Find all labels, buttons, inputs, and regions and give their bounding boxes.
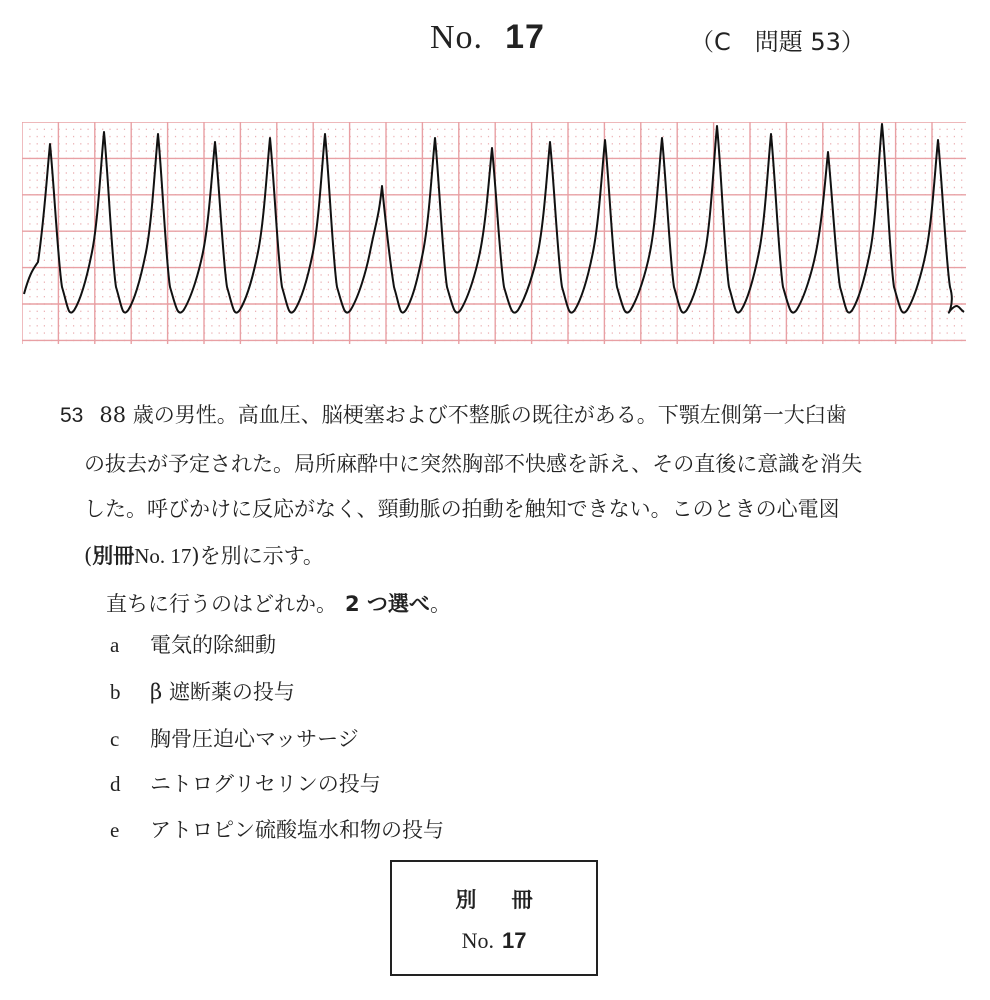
option-b[interactable]: b β 遮断薬の投与 (110, 680, 295, 704)
appendix-box (390, 860, 598, 976)
ecg-strip (22, 122, 966, 344)
question-line-2: の抜去が予定された。局所麻酔中に突然胸部不快感を訴え、その直後に意識を消失 (84, 452, 863, 476)
appendix-number: No. 17 (461, 928, 527, 953)
question-line-1: 53 88 歳の男性。高血圧、脳梗塞および不整脈の既往がある。下顎左側第一大臼歯 (60, 403, 847, 427)
option-e[interactable]: e アトロピン硫酸塩水和物の投与 (110, 818, 444, 842)
question-number: 53 (60, 404, 84, 427)
option-d[interactable]: d ニトログリセリンの投与 (110, 772, 381, 796)
question-line-3: した。呼びかけに反応がなく、頸動脈の拍動を触知できない。このときの心電図 (84, 497, 840, 521)
option-a[interactable]: a 電気的除細動 (110, 633, 276, 657)
question-line-4: (別冊No. 17)を別に示す。 (84, 544, 324, 568)
option-c[interactable]: c 胸骨圧迫心マッサージ (110, 727, 359, 751)
appendix-title: 別 冊 (455, 888, 547, 912)
question-reference: （C 問題 53） (690, 28, 865, 56)
question-instruction: 直ちに行うのはどれか。 2 つ選べ。 (106, 592, 451, 616)
figure-number: No. 17 (430, 18, 545, 56)
